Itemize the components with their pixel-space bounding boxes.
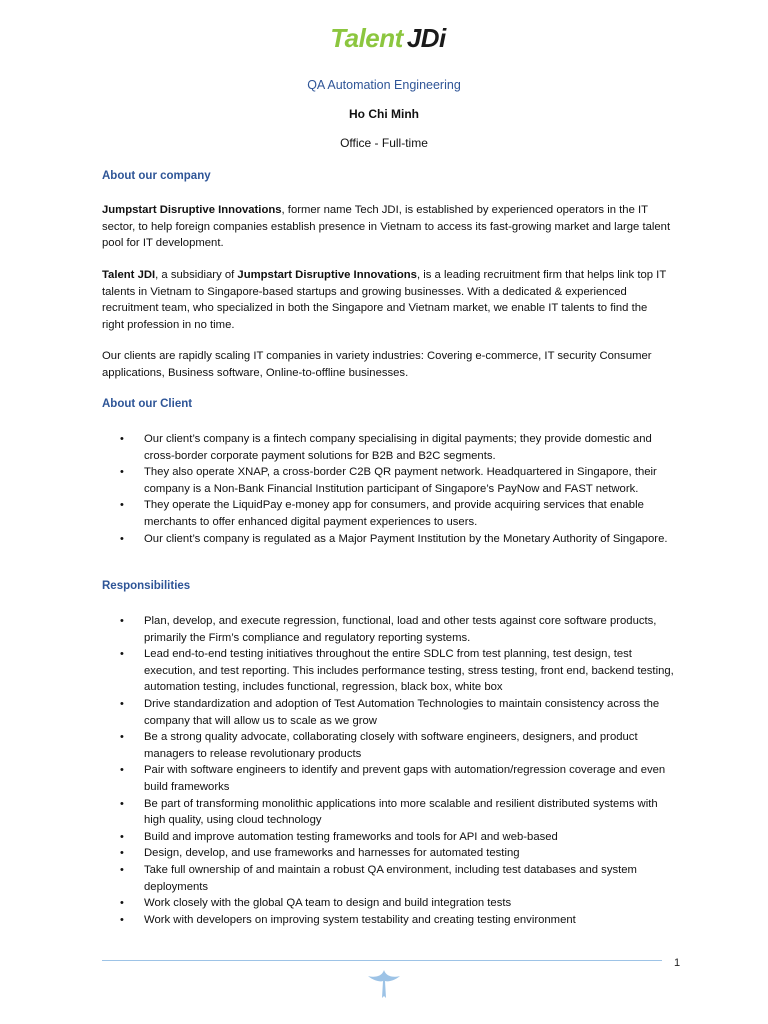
list-item-text: Design, develop, and use frameworks and harnesses for automated testing [144, 847, 520, 860]
talent-jdi-bold: Talent JDI [102, 269, 156, 281]
list-item-text: Build and improve automation testing frameworks and tools for API and web-based [144, 830, 558, 843]
list-item [102, 762, 682, 795]
responsibilities-heading: Responsibilities [102, 580, 191, 592]
bullet-icon: • [120, 466, 124, 479]
list-item [102, 895, 682, 912]
list-item [102, 464, 682, 497]
bullet-icon: • [120, 532, 124, 545]
bullet-icon: • [120, 847, 124, 860]
bullet-icon: • [120, 897, 124, 910]
about-company-paragraph-1 [102, 202, 672, 252]
bullet-icon: • [120, 863, 124, 876]
paragraph-text: , is a leading recruitment firm that helps link top IT talents in Vietnam to Singapore-based startups and growing businesses. With a dedicated & experienced recruitment team, who specialized in both the Singapore and Vietnam market, we enable IT talents to find the right profession in no time. [102, 269, 667, 331]
about-company-paragraph-3: Our clients are rapidly scaling IT companies in variety industries: Covering e-commerce, IT security Consumer applications, Business software, Online-to-offline businesses. [102, 350, 652, 379]
bullet-icon: • [120, 648, 124, 661]
responsibilities-list [102, 613, 682, 928]
work-type: Office - Full-time [340, 136, 428, 150]
list-item-text: Be a strong quality advocate, collaborating closely with software engineers, designers, and product managers to release revolutionary products [144, 731, 638, 760]
footer-divider [102, 960, 662, 961]
list-item-text: Lead end-to-end testing initiatives throughout the entire SDLC from test planning, test design, test execution, and test reporting. This includes performance testing, stress testing, front end, backend testing, automation testing, includes functional, regression, black box, white box [144, 648, 674, 694]
list-item-text: Be part of transforming monolithic applications into more scalable and resilient distributed systems with high quality, using cloud technology [144, 797, 658, 827]
about-company-paragraph-2 [102, 267, 672, 333]
bullet-icon: • [120, 764, 124, 777]
list-item [102, 696, 682, 729]
list-item-text: Take full ownership of and maintain a robust QA environment, including test databases and system deployments [144, 863, 637, 893]
bullet-icon: • [120, 697, 124, 710]
list-item-text: They also operate XNAP, a cross-border C2B QR payment network. Headquartered in Singapore, their company is a Non-Bank Financial Institution participant of Singapore’s PayNow and FAST network. [144, 466, 657, 495]
list-item [102, 431, 682, 464]
paragraph-text: , a subsidiary of [155, 269, 238, 281]
list-item-text: Drive standardization and adoption of Test Automation Technologies to maintain consistency across the company that will allow us to scale as we grow [144, 697, 660, 727]
job-title: QA Automation Engineering [307, 78, 461, 92]
page-number: 1 [674, 957, 681, 969]
list-item [102, 845, 682, 862]
bullet-icon: • [120, 913, 124, 926]
list-item-text: They operate the LiquidPay e-money app for consumers, and provide acquiring services that enable merchants to offer enhanced digital payment experiences to users. [144, 499, 644, 528]
bullet-icon: • [120, 499, 124, 512]
paragraph-text: , former name Tech JDI, is established by experienced operators in the IT sector, to help foreign companies establish presence in Vietnam to access its fast-growing market and large talent pool for IT development. [102, 204, 671, 250]
list-item [102, 531, 682, 548]
list-item-text: Our client’s company is a fintech company specialising in digital payments; they provide domestic and cross-border corporate payment solutions for B2B and B2C segments. [144, 433, 652, 462]
company-name-bold: Jumpstart Disruptive Innovations [237, 269, 417, 281]
list-item [102, 796, 682, 829]
bullet-icon: • [120, 830, 124, 843]
list-item-text: Pair with software engineers to identify and prevent gaps with automation/regression coverage and even build frameworks [144, 764, 666, 793]
bullet-icon: • [120, 433, 124, 445]
list-item-text: Work with developers on improving system testability and creating testing environment [144, 913, 576, 926]
list-item [102, 829, 682, 846]
about-client-list [102, 431, 682, 547]
list-item-text: Work closely with the global QA team to design and build integration tests [144, 897, 512, 910]
list-item [102, 646, 682, 696]
logo-text-talent: Talent [330, 22, 403, 53]
bullet-icon: • [120, 731, 124, 744]
about-company-heading: About our company [102, 170, 211, 182]
list-item [102, 912, 682, 929]
list-item-text: Plan, develop, and execute regression, functional, load and other tests against core software products, primarily the Firm’s compliance and regulatory reporting systems. [144, 615, 657, 644]
list-item-text: Our client’s company is regulated as a Major Payment Institution by the Monetary Authority of Singapore. [144, 532, 668, 545]
company-name-bold: Jumpstart Disruptive Innovations [102, 204, 282, 216]
bullet-icon: • [120, 615, 124, 627]
job-location: Ho Chi Minh [349, 107, 419, 121]
bird-logo-icon [364, 966, 404, 1002]
about-client-heading: About our Client [102, 398, 193, 410]
list-item [102, 613, 682, 646]
list-item [102, 729, 682, 762]
list-item [102, 497, 682, 530]
logo-text-jdi: JDi [406, 22, 446, 53]
talent-jdi-logo [318, 16, 458, 60]
bullet-icon: • [120, 797, 124, 810]
list-item [102, 862, 682, 895]
